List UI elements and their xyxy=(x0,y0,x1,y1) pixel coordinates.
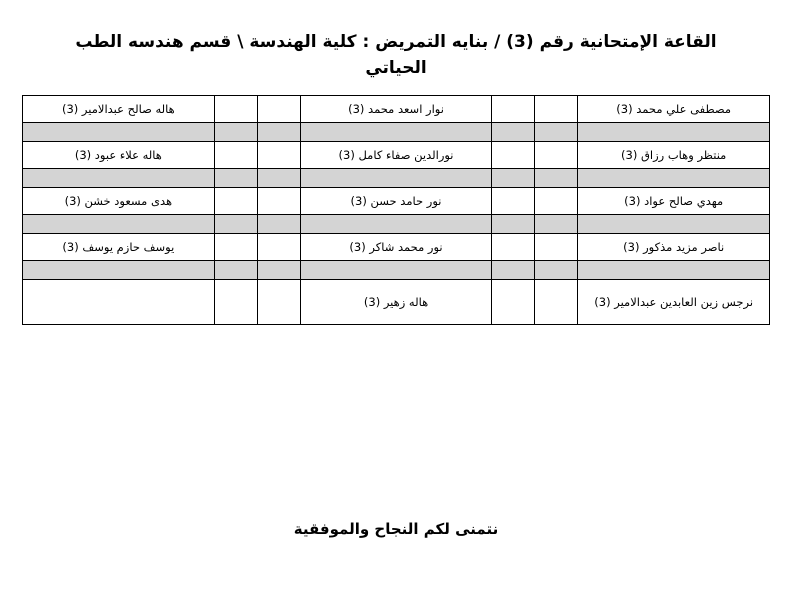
table-spacer-row xyxy=(23,123,770,142)
empty-seat-cell xyxy=(535,96,578,123)
empty-seat-cell xyxy=(257,169,300,188)
empty-seat-cell xyxy=(535,280,578,325)
empty-seat-cell xyxy=(535,142,578,169)
student-name-cell: مهدي صالح عواد (3) xyxy=(578,188,770,215)
table-spacer-row xyxy=(23,215,770,234)
empty-seat-cell xyxy=(214,215,257,234)
empty-seat-cell xyxy=(214,280,257,325)
empty-seat-cell xyxy=(492,280,535,325)
student-name-cell xyxy=(23,261,215,280)
student-name-cell: نور حامد حسن (3) xyxy=(300,188,492,215)
student-name-cell xyxy=(23,215,215,234)
empty-seat-cell xyxy=(214,142,257,169)
seating-table xyxy=(22,95,770,325)
empty-seat-cell xyxy=(257,188,300,215)
empty-seat-cell xyxy=(257,96,300,123)
student-name-cell xyxy=(300,123,492,142)
empty-seat-cell xyxy=(214,261,257,280)
student-name-cell xyxy=(300,261,492,280)
student-name-cell: هاله صالح عبدالامير (3) xyxy=(23,96,215,123)
empty-seat-cell xyxy=(257,261,300,280)
page-title: القاعة الإمتحانية رقم (3) / بنايه التمريض : كلية الهندسة \ قسم هندسه الطب الحياتي xyxy=(75,32,717,78)
empty-seat-cell xyxy=(492,215,535,234)
seating-table-body xyxy=(23,96,770,325)
table-spacer-row xyxy=(23,169,770,188)
empty-seat-cell xyxy=(535,123,578,142)
empty-seat-cell xyxy=(535,261,578,280)
student-name-cell xyxy=(23,280,215,325)
empty-seat-cell xyxy=(214,234,257,261)
table-row xyxy=(23,96,770,123)
seating-table-wrapper xyxy=(0,81,792,325)
empty-seat-cell xyxy=(535,188,578,215)
student-name-cell xyxy=(578,123,770,142)
student-name-cell: نورالدين صفاء كامل (3) xyxy=(300,142,492,169)
empty-seat-cell xyxy=(214,188,257,215)
empty-seat-cell xyxy=(257,280,300,325)
student-name-cell: يوسف حازم يوسف (3) xyxy=(23,234,215,261)
footer-note: نتمنى لكم النجاح والموفقية xyxy=(293,520,499,538)
empty-seat-cell xyxy=(214,96,257,123)
student-name-cell: هدى مسعود خشن (3) xyxy=(23,188,215,215)
student-name-cell xyxy=(300,215,492,234)
student-name-cell xyxy=(578,215,770,234)
student-name-cell: نرجس زين العابدين عبدالامير (3) xyxy=(578,280,770,325)
table-row xyxy=(23,234,770,261)
student-name-cell: هاله علاء عبود (3) xyxy=(23,142,215,169)
empty-seat-cell xyxy=(492,142,535,169)
empty-seat-cell xyxy=(492,188,535,215)
empty-seat-cell xyxy=(535,169,578,188)
empty-seat-cell xyxy=(257,123,300,142)
empty-seat-cell xyxy=(492,234,535,261)
empty-seat-cell xyxy=(492,169,535,188)
student-name-cell xyxy=(578,261,770,280)
table-row xyxy=(23,188,770,215)
empty-seat-cell xyxy=(257,234,300,261)
student-name-cell: ناصر مزيد مذكور (3) xyxy=(578,234,770,261)
student-name-cell xyxy=(300,169,492,188)
empty-seat-cell xyxy=(214,169,257,188)
empty-seat-cell xyxy=(257,215,300,234)
student-name-cell: نوار اسعد محمد (3) xyxy=(300,96,492,123)
empty-seat-cell xyxy=(257,142,300,169)
table-spacer-row xyxy=(23,261,770,280)
student-name-cell: مصطفى علي محمد (3) xyxy=(578,96,770,123)
table-row xyxy=(23,280,770,325)
empty-seat-cell xyxy=(492,261,535,280)
student-name-cell xyxy=(578,169,770,188)
table-row xyxy=(23,142,770,169)
student-name-cell xyxy=(23,169,215,188)
empty-seat-cell xyxy=(535,234,578,261)
student-name-cell: منتظر وهاب رزاق (3) xyxy=(578,142,770,169)
empty-seat-cell xyxy=(492,96,535,123)
empty-seat-cell xyxy=(535,215,578,234)
empty-seat-cell xyxy=(214,123,257,142)
empty-seat-cell xyxy=(492,123,535,142)
student-name-cell xyxy=(23,123,215,142)
student-name-cell: نور محمد شاكر (3) xyxy=(300,234,492,261)
student-name-cell: هاله زهير (3) xyxy=(300,280,492,325)
